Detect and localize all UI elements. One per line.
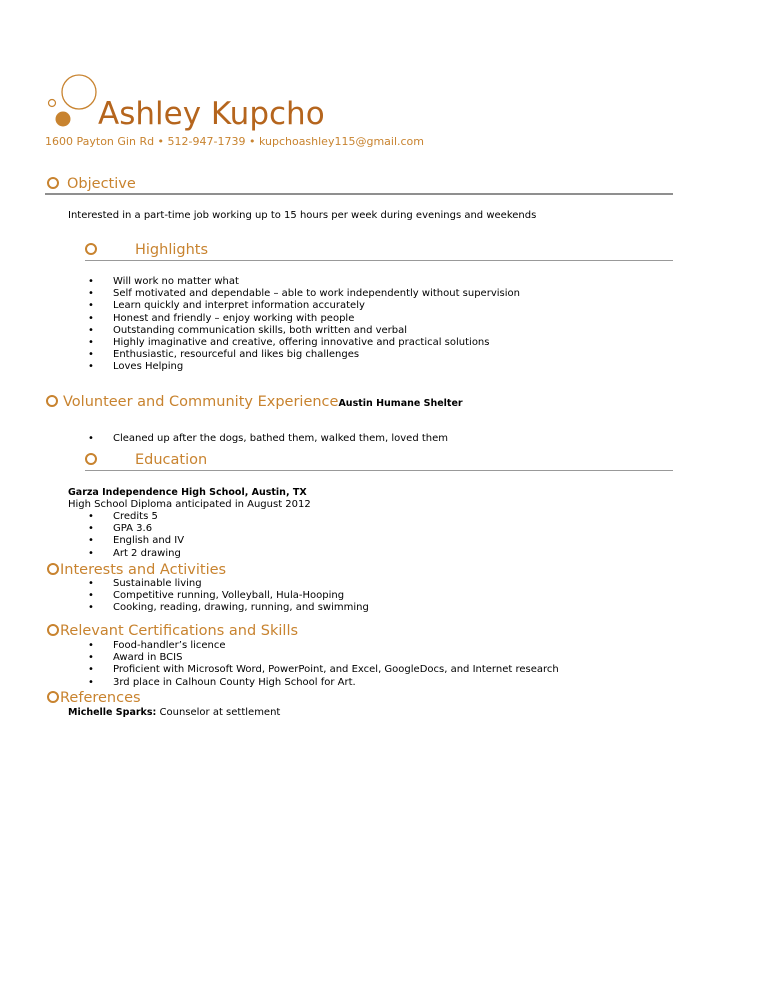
volunteer-heading bbox=[63, 394, 463, 410]
education-school: Garza Independence High School, Austin, TX bbox=[68, 487, 307, 498]
list-item: • Will work no matter what bbox=[88, 276, 520, 288]
certifications-list bbox=[88, 640, 559, 689]
highlights-list bbox=[88, 276, 520, 374]
volunteer-heading-text: Volunteer and Community Experience bbox=[63, 394, 339, 410]
highlights-bullet-icon bbox=[85, 243, 97, 255]
interests-heading: Interests and Activities bbox=[60, 562, 227, 578]
list-item: • Enthusiastic, resourceful and likes big challenges bbox=[88, 349, 520, 361]
education-diploma: High School Diploma anticipated in August 2012 bbox=[68, 499, 311, 510]
list-item: • Proficient with Microsoft Word, PowerPoint, and Excel, GoogleDocs, and Internet research bbox=[88, 664, 559, 676]
highlights-divider bbox=[85, 260, 673, 261]
list-item: • Art 2 drawing bbox=[88, 548, 184, 560]
list-item: • Sustainable living bbox=[88, 578, 369, 590]
objective-bullet-icon bbox=[47, 177, 59, 189]
logo-circles-icon bbox=[44, 72, 104, 132]
volunteer-list bbox=[88, 433, 448, 445]
list-item: • Award in BCIS bbox=[88, 652, 559, 664]
objective-divider bbox=[45, 193, 673, 195]
education-list bbox=[88, 511, 184, 560]
objective-heading: Objective bbox=[67, 176, 136, 192]
highlights-heading: Highlights bbox=[135, 242, 209, 258]
references-entry bbox=[68, 707, 280, 718]
list-item: • Loves Helping bbox=[88, 361, 520, 373]
list-item: • Competitive running, Volleyball, Hula-Hooping bbox=[88, 590, 369, 602]
education-bullet-icon bbox=[85, 453, 97, 465]
certifications-bullet-icon bbox=[47, 624, 59, 636]
interests-bullet-icon bbox=[47, 563, 59, 575]
references-heading: References bbox=[60, 690, 141, 706]
list-item: • Honest and friendly – enjoy working with people bbox=[88, 313, 520, 325]
volunteer-bullet-icon bbox=[46, 395, 58, 407]
contact-info: 1600 Payton Gin Rd • 512-947-1739 • kupchoashley115@gmail.com bbox=[45, 135, 425, 148]
list-item: • English and IV bbox=[88, 535, 184, 547]
list-item: • Food-handler’s licence bbox=[88, 640, 559, 652]
references-bullet-icon bbox=[47, 691, 59, 703]
reference-detail: Counselor at settlement bbox=[156, 707, 281, 718]
list-item: • GPA 3.6 bbox=[88, 523, 184, 535]
logo-circles bbox=[44, 72, 104, 132]
list-item: • Credits 5 bbox=[88, 511, 184, 523]
interests-list bbox=[88, 578, 369, 615]
reference-name: Michelle Sparks: bbox=[68, 707, 157, 718]
certifications-heading: Relevant Certifications and Skills bbox=[60, 623, 299, 639]
candidate-name: Ashley Kupcho bbox=[98, 96, 325, 132]
list-item: • Self motivated and dependable – able to work independently without supervision bbox=[88, 288, 520, 300]
list-item: • Outstanding communication skills, both written and verbal bbox=[88, 325, 520, 337]
list-item: • Highly imaginative and creative, offering innovative and practical solutions bbox=[88, 337, 520, 349]
list-item: • Cooking, reading, drawing, running, and swimming bbox=[88, 602, 369, 614]
volunteer-organization: Austin Humane Shelter bbox=[338, 398, 463, 409]
list-item: • 3rd place in Calhoun County High School for Art. bbox=[88, 677, 559, 689]
education-heading: Education bbox=[135, 452, 208, 468]
list-item: • Learn quickly and interpret information accurately bbox=[88, 300, 520, 312]
education-divider bbox=[85, 470, 673, 471]
objective-text: Interested in a part-time job working up to 15 hours per week during evenings and weekends bbox=[68, 210, 537, 221]
list-item: • Cleaned up after the dogs, bathed them, walked them, loved them bbox=[88, 433, 448, 445]
